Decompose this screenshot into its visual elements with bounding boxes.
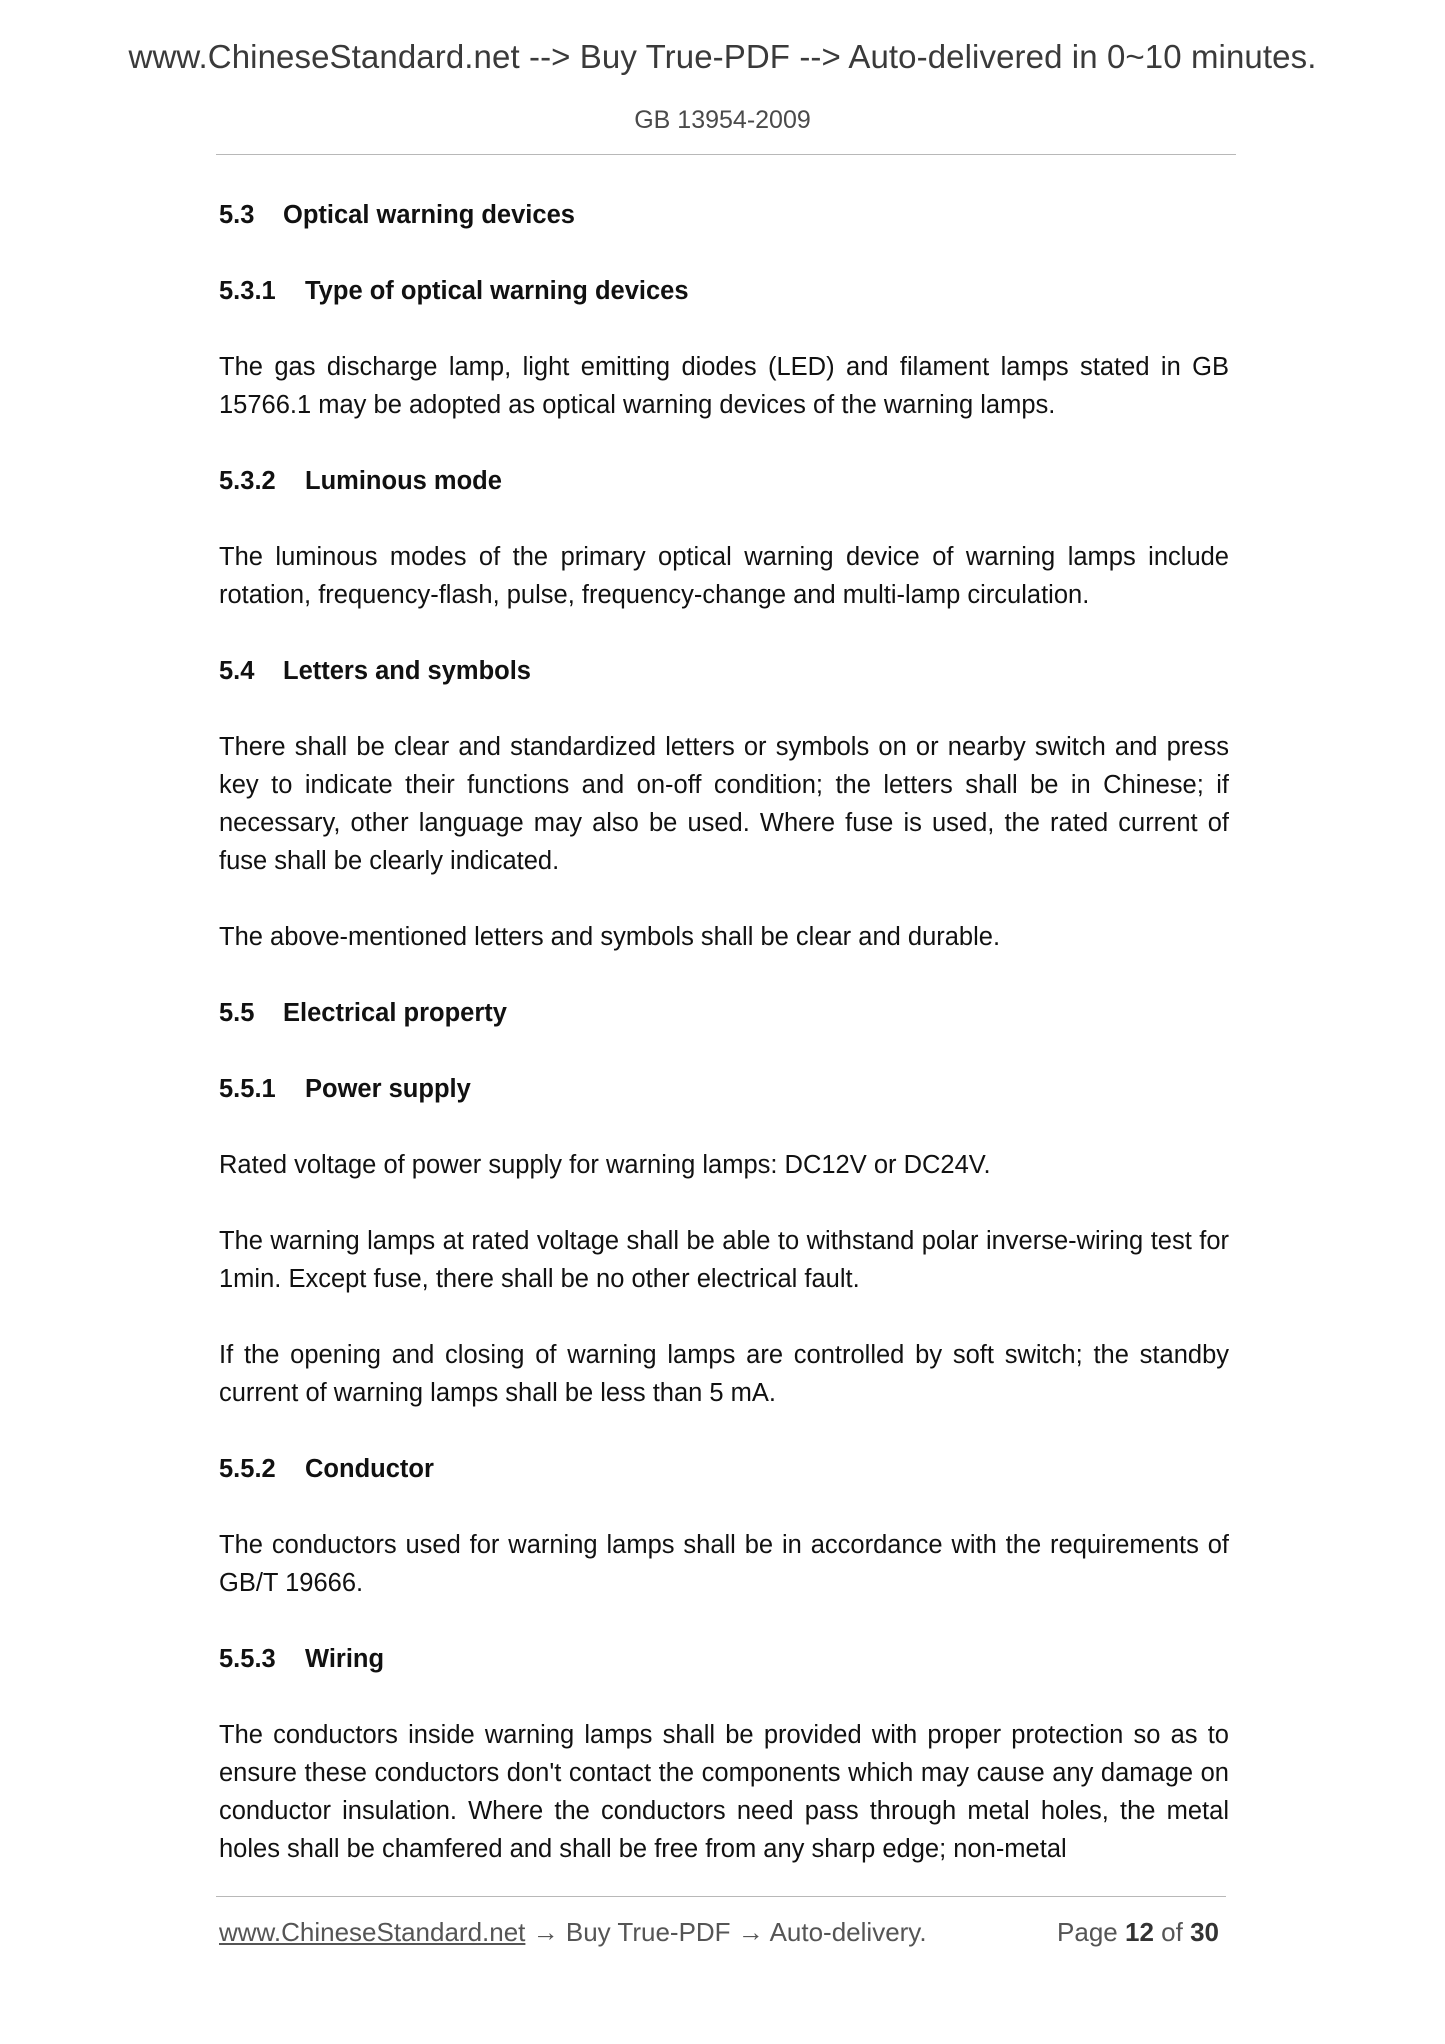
heading-5-3-2 [219, 462, 1229, 500]
page-current: 12 [1125, 1917, 1154, 1947]
footer-divider [216, 1896, 1226, 1897]
heading-number: 5.3.2 [219, 467, 276, 495]
heading-title: Type of optical warning devices [305, 277, 689, 305]
heading-title: Power supply [305, 1075, 471, 1103]
heading-title: Wiring [305, 1645, 385, 1673]
paragraph: The conductors used for warning lamps shall be in accordance with the requirements of GB/T 19666. [219, 1531, 1229, 1597]
heading-number: 5.4 [219, 657, 255, 685]
heading-5-5 [219, 994, 1229, 1032]
heading-5-5-3 [219, 1640, 1229, 1678]
paragraph: The warning lamps at rated voltage shall be able to withstand polar inverse-wiring test for 1min. Except fuse, there shall be no other electrical fault. [219, 1227, 1229, 1293]
heading-5-4 [219, 652, 1229, 690]
heading-number: 5.3 [219, 201, 255, 229]
heading-5-3 [219, 196, 1229, 234]
paragraph: The conductors inside warning lamps shall be provided with proper protection so as to ensure these conductors don't contact the components which may cause any damage on conductor insulation. Where the conductors need pass through metal holes, the metal holes shall be chamfered and shall be free from any sharp edge; non-metal [219, 1721, 1229, 1863]
heading-title: Electrical property [283, 999, 507, 1027]
document-id: GB 13954-2009 [634, 106, 811, 134]
footer-tagline: → Buy True-PDF → Auto-delivery. [525, 1917, 927, 1947]
footer-site-link[interactable]: www.ChineseStandard.net [219, 1917, 526, 1947]
heading-number: 5.5.2 [219, 1455, 276, 1483]
paragraph: The gas discharge lamp, light emitting diodes (LED) and filament lamps stated in GB 15766.1 may be adopted as optical warning devices of the warning lamps. [219, 353, 1229, 419]
page-label: Page [1057, 1917, 1118, 1947]
heading-number: 5.5 [219, 999, 255, 1027]
header-divider [216, 154, 1236, 155]
heading-number: 5.3.1 [219, 277, 276, 305]
page-footer [219, 1917, 1219, 1948]
paragraph: Rated voltage of power supply for warning lamps: DC12V or DC24V. [219, 1151, 991, 1179]
heading-number: 5.5.1 [219, 1075, 276, 1103]
heading-title: Optical warning devices [283, 201, 575, 229]
heading-title: Luminous mode [305, 467, 502, 495]
page-total: 30 [1190, 1917, 1219, 1947]
paragraph: If the opening and closing of warning lamps are controlled by soft switch; the standby current of warning lamps shall be less than 5 mA. [219, 1341, 1229, 1407]
paragraph: The above-mentioned letters and symbols shall be clear and durable. [219, 923, 1001, 951]
heading-title: Letters and symbols [283, 657, 531, 685]
heading-number: 5.5.3 [219, 1645, 276, 1673]
paragraph: The luminous modes of the primary optical warning device of warning lamps include rotation, frequency-flash, pulse, frequency-change and multi-lamp circulation. [219, 543, 1229, 609]
heading-5-5-1 [219, 1070, 1229, 1108]
page-content [219, 196, 1229, 1906]
page-indicator [1057, 1917, 1219, 1948]
top-banner: www.ChineseStandard.net --> Buy True-PDF --> Auto-delivered in 0~10 minutes. [128, 38, 1317, 75]
heading-5-3-1 [219, 272, 1229, 310]
page-of-label: of [1161, 1917, 1183, 1947]
paragraph: There shall be clear and standardized letters or symbols on or nearby switch and press key to indicate their functions and on-off condition; the letters shall be in Chinese; if necessary, other language may also be used. Where fuse is used, the rated current of fuse shall be clearly indicated. [219, 733, 1229, 875]
heading-5-5-2 [219, 1450, 1229, 1488]
heading-title: Conductor [305, 1455, 434, 1483]
